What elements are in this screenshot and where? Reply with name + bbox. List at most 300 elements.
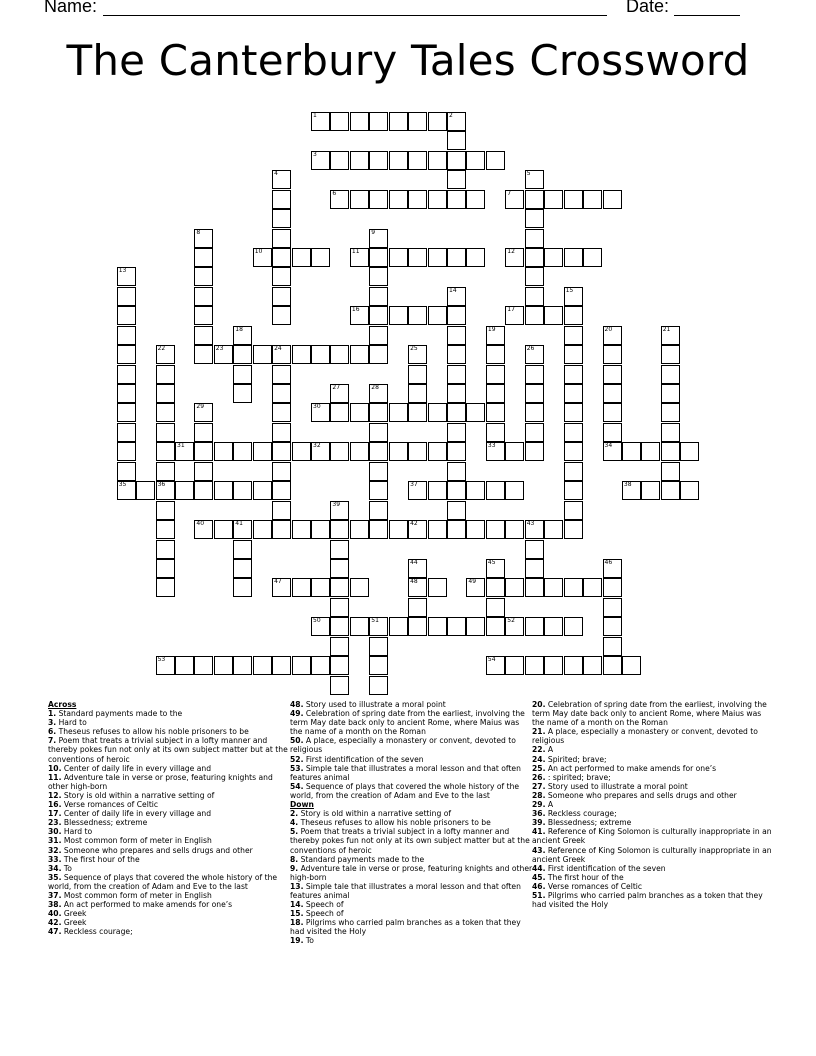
crossword-cell[interactable] bbox=[272, 287, 291, 306]
crossword-cell[interactable] bbox=[292, 248, 311, 267]
crossword-cell[interactable] bbox=[486, 656, 505, 675]
crossword-cell[interactable] bbox=[447, 501, 466, 520]
crossword-cell[interactable] bbox=[486, 442, 505, 461]
crossword-cell[interactable] bbox=[661, 462, 680, 481]
crossword-cell[interactable] bbox=[369, 326, 388, 345]
crossword-cell[interactable] bbox=[641, 442, 660, 461]
crossword-cell[interactable] bbox=[272, 442, 291, 461]
crossword-cell[interactable] bbox=[564, 190, 583, 209]
crossword-cell[interactable] bbox=[350, 190, 369, 209]
crossword-cell[interactable] bbox=[622, 656, 641, 675]
crossword-cell[interactable] bbox=[447, 112, 466, 131]
crossword-cell[interactable] bbox=[408, 481, 427, 500]
crossword-cell[interactable] bbox=[447, 481, 466, 500]
crossword-cell[interactable] bbox=[466, 248, 485, 267]
crossword-cell[interactable] bbox=[117, 267, 136, 286]
crossword-cell[interactable] bbox=[564, 656, 583, 675]
crossword-cell[interactable] bbox=[466, 403, 485, 422]
crossword-cell[interactable] bbox=[408, 403, 427, 422]
crossword-cell[interactable] bbox=[117, 384, 136, 403]
crossword-cell[interactable] bbox=[564, 326, 583, 345]
crossword-cell[interactable] bbox=[253, 345, 272, 364]
crossword-cell[interactable] bbox=[583, 578, 602, 597]
crossword-cell[interactable] bbox=[233, 442, 252, 461]
crossword-cell[interactable] bbox=[525, 540, 544, 559]
crossword-cell[interactable] bbox=[447, 345, 466, 364]
crossword-cell[interactable] bbox=[330, 190, 349, 209]
crossword-cell[interactable] bbox=[603, 403, 622, 422]
crossword-cell[interactable] bbox=[603, 578, 622, 597]
crossword-cell[interactable] bbox=[194, 520, 213, 539]
crossword-cell[interactable] bbox=[408, 559, 427, 578]
crossword-cell[interactable] bbox=[447, 423, 466, 442]
crossword-cell[interactable] bbox=[466, 617, 485, 636]
crossword-cell[interactable] bbox=[272, 403, 291, 422]
crossword-cell[interactable] bbox=[233, 345, 252, 364]
crossword-cell[interactable] bbox=[389, 520, 408, 539]
crossword-cell[interactable] bbox=[486, 345, 505, 364]
crossword-cell[interactable] bbox=[233, 326, 252, 345]
crossword-cell[interactable] bbox=[117, 326, 136, 345]
crossword-cell[interactable] bbox=[466, 520, 485, 539]
crossword-cell[interactable] bbox=[525, 578, 544, 597]
crossword-cell[interactable] bbox=[311, 345, 330, 364]
crossword-cell[interactable] bbox=[156, 365, 175, 384]
crossword-cell[interactable] bbox=[369, 423, 388, 442]
crossword-cell[interactable] bbox=[311, 520, 330, 539]
crossword-cell[interactable] bbox=[214, 656, 233, 675]
crossword-cell[interactable] bbox=[350, 151, 369, 170]
crossword-cell[interactable] bbox=[505, 248, 524, 267]
crossword-cell[interactable] bbox=[272, 578, 291, 597]
crossword-cell[interactable] bbox=[369, 384, 388, 403]
crossword-cell[interactable] bbox=[330, 540, 349, 559]
crossword-cell[interactable] bbox=[175, 481, 194, 500]
crossword-cell[interactable] bbox=[525, 267, 544, 286]
crossword-cell[interactable] bbox=[466, 190, 485, 209]
crossword-cell[interactable] bbox=[389, 151, 408, 170]
crossword-cell[interactable] bbox=[272, 209, 291, 228]
crossword-cell[interactable] bbox=[253, 442, 272, 461]
crossword-cell[interactable] bbox=[603, 423, 622, 442]
crossword-cell[interactable] bbox=[117, 423, 136, 442]
crossword-cell[interactable] bbox=[505, 656, 524, 675]
crossword-cell[interactable] bbox=[544, 617, 563, 636]
crossword-cell[interactable] bbox=[661, 481, 680, 500]
crossword-cell[interactable] bbox=[408, 306, 427, 325]
crossword-cell[interactable] bbox=[233, 481, 252, 500]
crossword-cell[interactable] bbox=[369, 501, 388, 520]
crossword-cell[interactable] bbox=[156, 403, 175, 422]
crossword-cell[interactable] bbox=[408, 112, 427, 131]
crossword-cell[interactable] bbox=[330, 637, 349, 656]
crossword-cell[interactable] bbox=[350, 578, 369, 597]
crossword-cell[interactable] bbox=[603, 326, 622, 345]
crossword-cell[interactable] bbox=[194, 442, 213, 461]
crossword-cell[interactable] bbox=[603, 442, 622, 461]
crossword-cell[interactable] bbox=[447, 151, 466, 170]
crossword-cell[interactable] bbox=[486, 598, 505, 617]
crossword-cell[interactable] bbox=[369, 306, 388, 325]
crossword-cell[interactable] bbox=[408, 345, 427, 364]
crossword-cell[interactable] bbox=[544, 306, 563, 325]
crossword-cell[interactable] bbox=[272, 190, 291, 209]
crossword-cell[interactable] bbox=[486, 481, 505, 500]
crossword-cell[interactable] bbox=[525, 365, 544, 384]
crossword-cell[interactable] bbox=[544, 656, 563, 675]
crossword-cell[interactable] bbox=[330, 656, 349, 675]
crossword-cell[interactable] bbox=[505, 190, 524, 209]
crossword-cell[interactable] bbox=[194, 345, 213, 364]
crossword-cell[interactable] bbox=[292, 442, 311, 461]
crossword-cell[interactable] bbox=[272, 656, 291, 675]
crossword-cell[interactable] bbox=[505, 442, 524, 461]
crossword-cell[interactable] bbox=[544, 248, 563, 267]
crossword-cell[interactable] bbox=[486, 578, 505, 597]
crossword-cell[interactable] bbox=[428, 442, 447, 461]
crossword-cell[interactable] bbox=[428, 403, 447, 422]
crossword-cell[interactable] bbox=[253, 481, 272, 500]
crossword-cell[interactable] bbox=[564, 403, 583, 422]
crossword-cell[interactable] bbox=[525, 442, 544, 461]
crossword-cell[interactable] bbox=[156, 384, 175, 403]
crossword-cell[interactable] bbox=[272, 520, 291, 539]
crossword-cell[interactable] bbox=[369, 345, 388, 364]
crossword-cell[interactable] bbox=[369, 656, 388, 675]
crossword-cell[interactable] bbox=[564, 578, 583, 597]
crossword-cell[interactable] bbox=[564, 442, 583, 461]
crossword-cell[interactable] bbox=[194, 423, 213, 442]
crossword-cell[interactable] bbox=[253, 656, 272, 675]
crossword-cell[interactable] bbox=[330, 501, 349, 520]
crossword-cell[interactable] bbox=[622, 481, 641, 500]
crossword-cell[interactable] bbox=[117, 481, 136, 500]
crossword-cell[interactable] bbox=[311, 617, 330, 636]
crossword-cell[interactable] bbox=[311, 112, 330, 131]
crossword-cell[interactable] bbox=[350, 112, 369, 131]
crossword-cell[interactable] bbox=[408, 578, 427, 597]
crossword-cell[interactable] bbox=[486, 326, 505, 345]
crossword-cell[interactable] bbox=[525, 248, 544, 267]
crossword-cell[interactable] bbox=[525, 384, 544, 403]
crossword-cell[interactable] bbox=[564, 287, 583, 306]
crossword-cell[interactable] bbox=[408, 520, 427, 539]
crossword-cell[interactable] bbox=[136, 481, 155, 500]
crossword-cell[interactable] bbox=[447, 617, 466, 636]
crossword-cell[interactable] bbox=[194, 287, 213, 306]
crossword-cell[interactable] bbox=[272, 501, 291, 520]
crossword-cell[interactable] bbox=[603, 190, 622, 209]
crossword-cell[interactable] bbox=[389, 190, 408, 209]
crossword-cell[interactable] bbox=[389, 248, 408, 267]
crossword-cell[interactable] bbox=[369, 403, 388, 422]
crossword-cell[interactable] bbox=[564, 248, 583, 267]
crossword-cell[interactable] bbox=[447, 403, 466, 422]
crossword-cell[interactable] bbox=[233, 384, 252, 403]
crossword-cell[interactable] bbox=[330, 520, 349, 539]
crossword-cell[interactable] bbox=[428, 520, 447, 539]
crossword-cell[interactable] bbox=[544, 578, 563, 597]
crossword-cell[interactable] bbox=[486, 403, 505, 422]
crossword-cell[interactable] bbox=[330, 442, 349, 461]
crossword-cell[interactable] bbox=[525, 559, 544, 578]
crossword-cell[interactable] bbox=[603, 656, 622, 675]
crossword-cell[interactable] bbox=[447, 462, 466, 481]
crossword-cell[interactable] bbox=[156, 345, 175, 364]
crossword-cell[interactable] bbox=[564, 617, 583, 636]
crossword-cell[interactable] bbox=[680, 442, 699, 461]
crossword-cell[interactable] bbox=[350, 617, 369, 636]
crossword-cell[interactable] bbox=[680, 481, 699, 500]
crossword-cell[interactable] bbox=[117, 403, 136, 422]
crossword-cell[interactable] bbox=[525, 403, 544, 422]
crossword-cell[interactable] bbox=[117, 462, 136, 481]
crossword-cell[interactable] bbox=[214, 481, 233, 500]
crossword-cell[interactable] bbox=[603, 637, 622, 656]
crossword-cell[interactable] bbox=[428, 617, 447, 636]
crossword-cell[interactable] bbox=[311, 248, 330, 267]
crossword-cell[interactable] bbox=[369, 462, 388, 481]
crossword-cell[interactable] bbox=[156, 442, 175, 461]
crossword-cell[interactable] bbox=[350, 403, 369, 422]
crossword-cell[interactable] bbox=[525, 520, 544, 539]
crossword-cell[interactable] bbox=[525, 345, 544, 364]
crossword-cell[interactable] bbox=[156, 501, 175, 520]
crossword-cell[interactable] bbox=[330, 345, 349, 364]
crossword-cell[interactable] bbox=[583, 656, 602, 675]
name-field[interactable] bbox=[103, 15, 607, 16]
crossword-cell[interactable] bbox=[369, 229, 388, 248]
crossword-cell[interactable] bbox=[389, 306, 408, 325]
crossword-cell[interactable] bbox=[330, 578, 349, 597]
crossword-cell[interactable] bbox=[583, 248, 602, 267]
crossword-cell[interactable] bbox=[603, 598, 622, 617]
crossword-cell[interactable] bbox=[408, 384, 427, 403]
crossword-cell[interactable] bbox=[369, 248, 388, 267]
crossword-cell[interactable] bbox=[330, 676, 349, 695]
crossword-cell[interactable] bbox=[311, 151, 330, 170]
crossword-cell[interactable] bbox=[525, 617, 544, 636]
crossword-cell[interactable] bbox=[447, 190, 466, 209]
crossword-cell[interactable] bbox=[194, 462, 213, 481]
crossword-cell[interactable] bbox=[369, 520, 388, 539]
crossword-cell[interactable] bbox=[272, 423, 291, 442]
crossword-cell[interactable] bbox=[233, 365, 252, 384]
crossword-cell[interactable] bbox=[272, 306, 291, 325]
crossword-cell[interactable] bbox=[661, 403, 680, 422]
crossword-cell[interactable] bbox=[486, 423, 505, 442]
crossword-cell[interactable] bbox=[505, 306, 524, 325]
crossword-cell[interactable] bbox=[330, 403, 349, 422]
crossword-cell[interactable] bbox=[408, 248, 427, 267]
crossword-cell[interactable] bbox=[272, 384, 291, 403]
crossword-cell[interactable] bbox=[505, 481, 524, 500]
crossword-cell[interactable] bbox=[194, 229, 213, 248]
crossword-cell[interactable] bbox=[369, 442, 388, 461]
crossword-cell[interactable] bbox=[428, 578, 447, 597]
crossword-cell[interactable] bbox=[194, 306, 213, 325]
crossword-cell[interactable] bbox=[272, 170, 291, 189]
crossword-cell[interactable] bbox=[525, 306, 544, 325]
crossword-cell[interactable] bbox=[214, 520, 233, 539]
crossword-cell[interactable] bbox=[369, 190, 388, 209]
crossword-cell[interactable] bbox=[603, 345, 622, 364]
crossword-cell[interactable] bbox=[583, 190, 602, 209]
crossword-cell[interactable] bbox=[156, 540, 175, 559]
crossword-cell[interactable] bbox=[311, 442, 330, 461]
crossword-cell[interactable] bbox=[408, 617, 427, 636]
crossword-cell[interactable] bbox=[486, 365, 505, 384]
crossword-cell[interactable] bbox=[292, 345, 311, 364]
crossword-cell[interactable] bbox=[525, 287, 544, 306]
crossword-cell[interactable] bbox=[272, 267, 291, 286]
crossword-cell[interactable] bbox=[505, 617, 524, 636]
crossword-cell[interactable] bbox=[253, 248, 272, 267]
crossword-cell[interactable] bbox=[505, 520, 524, 539]
crossword-cell[interactable] bbox=[661, 442, 680, 461]
crossword-cell[interactable] bbox=[603, 365, 622, 384]
crossword-cell[interactable] bbox=[525, 209, 544, 228]
crossword-cell[interactable] bbox=[156, 559, 175, 578]
crossword-cell[interactable] bbox=[661, 365, 680, 384]
crossword-cell[interactable] bbox=[447, 131, 466, 150]
crossword-cell[interactable] bbox=[408, 151, 427, 170]
crossword-cell[interactable] bbox=[486, 520, 505, 539]
crossword-cell[interactable] bbox=[156, 578, 175, 597]
crossword-cell[interactable] bbox=[117, 442, 136, 461]
crossword-cell[interactable] bbox=[447, 170, 466, 189]
crossword-cell[interactable] bbox=[194, 656, 213, 675]
crossword-cell[interactable] bbox=[156, 423, 175, 442]
crossword-cell[interactable] bbox=[389, 617, 408, 636]
crossword-cell[interactable] bbox=[564, 462, 583, 481]
crossword-cell[interactable] bbox=[564, 306, 583, 325]
crossword-cell[interactable] bbox=[447, 248, 466, 267]
crossword-cell[interactable] bbox=[486, 151, 505, 170]
crossword-cell[interactable] bbox=[292, 656, 311, 675]
crossword-cell[interactable] bbox=[272, 481, 291, 500]
date-field[interactable] bbox=[674, 15, 740, 16]
crossword-cell[interactable] bbox=[117, 345, 136, 364]
crossword-cell[interactable] bbox=[428, 481, 447, 500]
crossword-cell[interactable] bbox=[156, 520, 175, 539]
crossword-cell[interactable] bbox=[156, 656, 175, 675]
crossword-cell[interactable] bbox=[389, 403, 408, 422]
crossword-cell[interactable] bbox=[428, 151, 447, 170]
crossword-cell[interactable] bbox=[466, 578, 485, 597]
crossword-cell[interactable] bbox=[330, 384, 349, 403]
crossword-cell[interactable] bbox=[369, 637, 388, 656]
crossword-cell[interactable] bbox=[233, 520, 252, 539]
crossword-cell[interactable] bbox=[117, 287, 136, 306]
crossword-cell[interactable] bbox=[369, 481, 388, 500]
crossword-cell[interactable] bbox=[564, 423, 583, 442]
crossword-cell[interactable] bbox=[603, 617, 622, 636]
crossword-cell[interactable] bbox=[564, 501, 583, 520]
crossword-cell[interactable] bbox=[369, 617, 388, 636]
crossword-cell[interactable] bbox=[447, 306, 466, 325]
crossword-cell[interactable] bbox=[272, 248, 291, 267]
crossword-cell[interactable] bbox=[603, 384, 622, 403]
crossword-cell[interactable] bbox=[525, 423, 544, 442]
crossword-cell[interactable] bbox=[661, 384, 680, 403]
crossword-cell[interactable] bbox=[544, 520, 563, 539]
crossword-cell[interactable] bbox=[389, 442, 408, 461]
crossword-cell[interactable] bbox=[428, 190, 447, 209]
crossword-cell[interactable] bbox=[194, 326, 213, 345]
crossword-cell[interactable] bbox=[156, 481, 175, 500]
crossword-cell[interactable] bbox=[486, 617, 505, 636]
crossword-cell[interactable] bbox=[525, 190, 544, 209]
crossword-cell[interactable] bbox=[466, 481, 485, 500]
crossword-cell[interactable] bbox=[175, 656, 194, 675]
crossword-cell[interactable] bbox=[311, 578, 330, 597]
crossword-cell[interactable] bbox=[330, 112, 349, 131]
crossword-cell[interactable] bbox=[603, 559, 622, 578]
crossword-cell[interactable] bbox=[641, 481, 660, 500]
crossword-cell[interactable] bbox=[564, 481, 583, 500]
crossword-cell[interactable] bbox=[447, 384, 466, 403]
crossword-cell[interactable] bbox=[350, 442, 369, 461]
crossword-cell[interactable] bbox=[428, 112, 447, 131]
crossword-cell[interactable] bbox=[175, 442, 194, 461]
crossword-cell[interactable] bbox=[330, 617, 349, 636]
crossword-cell[interactable] bbox=[311, 656, 330, 675]
crossword-cell[interactable] bbox=[272, 462, 291, 481]
crossword-cell[interactable] bbox=[233, 540, 252, 559]
crossword-cell[interactable] bbox=[350, 345, 369, 364]
crossword-cell[interactable] bbox=[369, 676, 388, 695]
crossword-cell[interactable] bbox=[661, 423, 680, 442]
crossword-cell[interactable] bbox=[369, 267, 388, 286]
crossword-cell[interactable] bbox=[564, 520, 583, 539]
crossword-cell[interactable] bbox=[233, 656, 252, 675]
crossword-cell[interactable] bbox=[194, 403, 213, 422]
crossword-cell[interactable] bbox=[389, 112, 408, 131]
crossword-cell[interactable] bbox=[369, 112, 388, 131]
crossword-cell[interactable] bbox=[214, 345, 233, 364]
crossword-cell[interactable] bbox=[311, 403, 330, 422]
crossword-cell[interactable] bbox=[408, 598, 427, 617]
crossword-cell[interactable] bbox=[369, 151, 388, 170]
crossword-cell[interactable] bbox=[233, 578, 252, 597]
crossword-cell[interactable] bbox=[486, 384, 505, 403]
crossword-cell[interactable] bbox=[117, 306, 136, 325]
crossword-cell[interactable] bbox=[350, 306, 369, 325]
crossword-cell[interactable] bbox=[272, 345, 291, 364]
crossword-cell[interactable] bbox=[350, 248, 369, 267]
crossword-cell[interactable] bbox=[272, 229, 291, 248]
crossword-cell[interactable] bbox=[466, 151, 485, 170]
crossword-cell[interactable] bbox=[194, 267, 213, 286]
crossword-cell[interactable] bbox=[564, 384, 583, 403]
crossword-cell[interactable] bbox=[525, 656, 544, 675]
crossword-cell[interactable] bbox=[447, 442, 466, 461]
crossword-cell[interactable] bbox=[253, 520, 272, 539]
crossword-cell[interactable] bbox=[117, 365, 136, 384]
crossword-cell[interactable] bbox=[272, 365, 291, 384]
crossword-cell[interactable] bbox=[622, 442, 641, 461]
crossword-cell[interactable] bbox=[408, 365, 427, 384]
crossword-cell[interactable] bbox=[447, 520, 466, 539]
crossword-cell[interactable] bbox=[564, 345, 583, 364]
crossword-cell[interactable] bbox=[194, 248, 213, 267]
crossword-cell[interactable] bbox=[447, 287, 466, 306]
crossword-cell[interactable] bbox=[156, 462, 175, 481]
crossword-cell[interactable] bbox=[330, 559, 349, 578]
crossword-cell[interactable] bbox=[505, 578, 524, 597]
crossword-cell[interactable] bbox=[369, 287, 388, 306]
